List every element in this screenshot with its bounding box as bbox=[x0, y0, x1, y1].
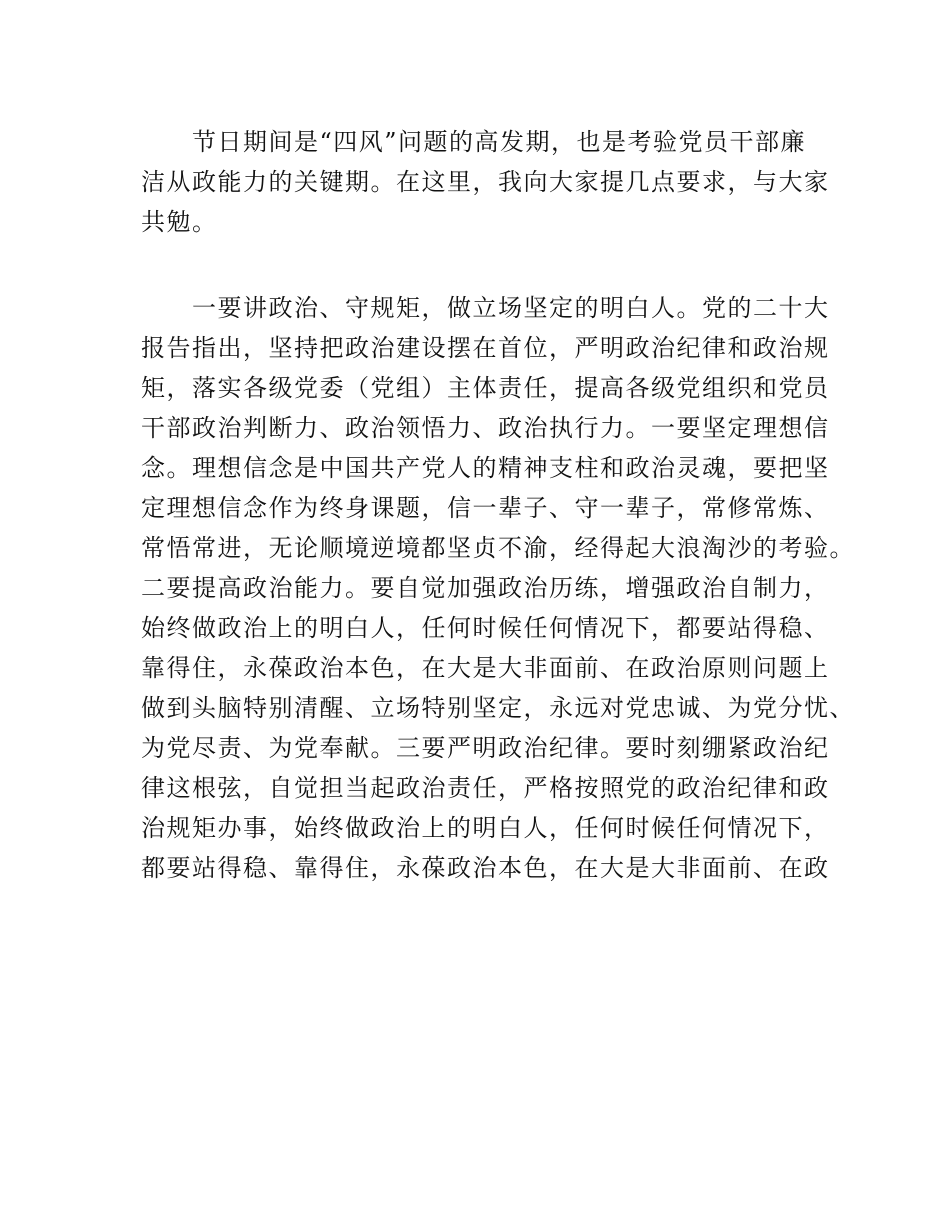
paragraph-line: 干部政治判断力、政治领悟力、政治执行力。一要坚定理想信 bbox=[141, 414, 830, 442]
paragraph-line: 共勉。 bbox=[141, 208, 218, 236]
paragraph-line: 洁从政能力的关键期。在这里，我向大家提几点要求，与大家 bbox=[141, 168, 830, 196]
paragraph-line: 矩，落实各级党委（党组）主体责任，提高各级党组织和党员 bbox=[141, 374, 830, 402]
paragraph-line: 律这根弦，自觉担当起政治责任，严格按照党的政治纪律和政 bbox=[141, 774, 830, 802]
paragraph-line: 靠得住，永葆政治本色，在大是大非面前、在政治原则问题上 bbox=[141, 654, 830, 682]
paragraph-line: 常悟常进，无论顺境逆境都坚贞不渝，经得起大浪淘沙的考验。 bbox=[141, 534, 855, 562]
paragraph-line: 都要站得稳、靠得住，永葆政治本色，在大是大非面前、在政 bbox=[141, 854, 830, 882]
paragraph-line bbox=[141, 968, 821, 1008]
paragraph-line: 始终做政治上的明白人，任何时候任何情况下，都要站得稳、 bbox=[141, 614, 830, 642]
paragraph-intro bbox=[141, 122, 830, 242]
paragraph-line: 二要提高政治能力。要自觉加强政治历练，增强政治自制力， bbox=[141, 574, 830, 602]
paragraph-line: 定理想信念作为终身课题，信一辈子、守一辈子，常修常炼、 bbox=[141, 494, 830, 522]
paragraph-line: 报告指出，坚持把政治建设摆在首位，严明政治纪律和政治规 bbox=[141, 334, 830, 362]
paragraph-line: 治规矩办事，始终做政治上的明白人，任何时候任何情况下， bbox=[141, 814, 830, 842]
paragraph-line bbox=[141, 888, 821, 928]
paragraph-politics bbox=[141, 288, 855, 1008]
paragraph-line: 一要讲政治、守规矩，做立场坚定的明白人。党的二十大 bbox=[192, 294, 830, 322]
paragraph-line: 节日期间是“四风”问题的高发期，也是考验党员干部廉 bbox=[192, 128, 807, 156]
paragraph-line bbox=[141, 928, 821, 968]
paragraph-line: 念。理想信念是中国共产党人的精神支柱和政治灵魂，要把坚 bbox=[141, 454, 830, 482]
paragraph-line: 做到头脑特别清醒、立场特别坚定，永远对党忠诚、为党分忧、 bbox=[141, 694, 855, 722]
paragraph-line: 为党尽责、为党奉献。三要严明政治纪律。要时刻绷紧政治纪 bbox=[141, 734, 830, 762]
